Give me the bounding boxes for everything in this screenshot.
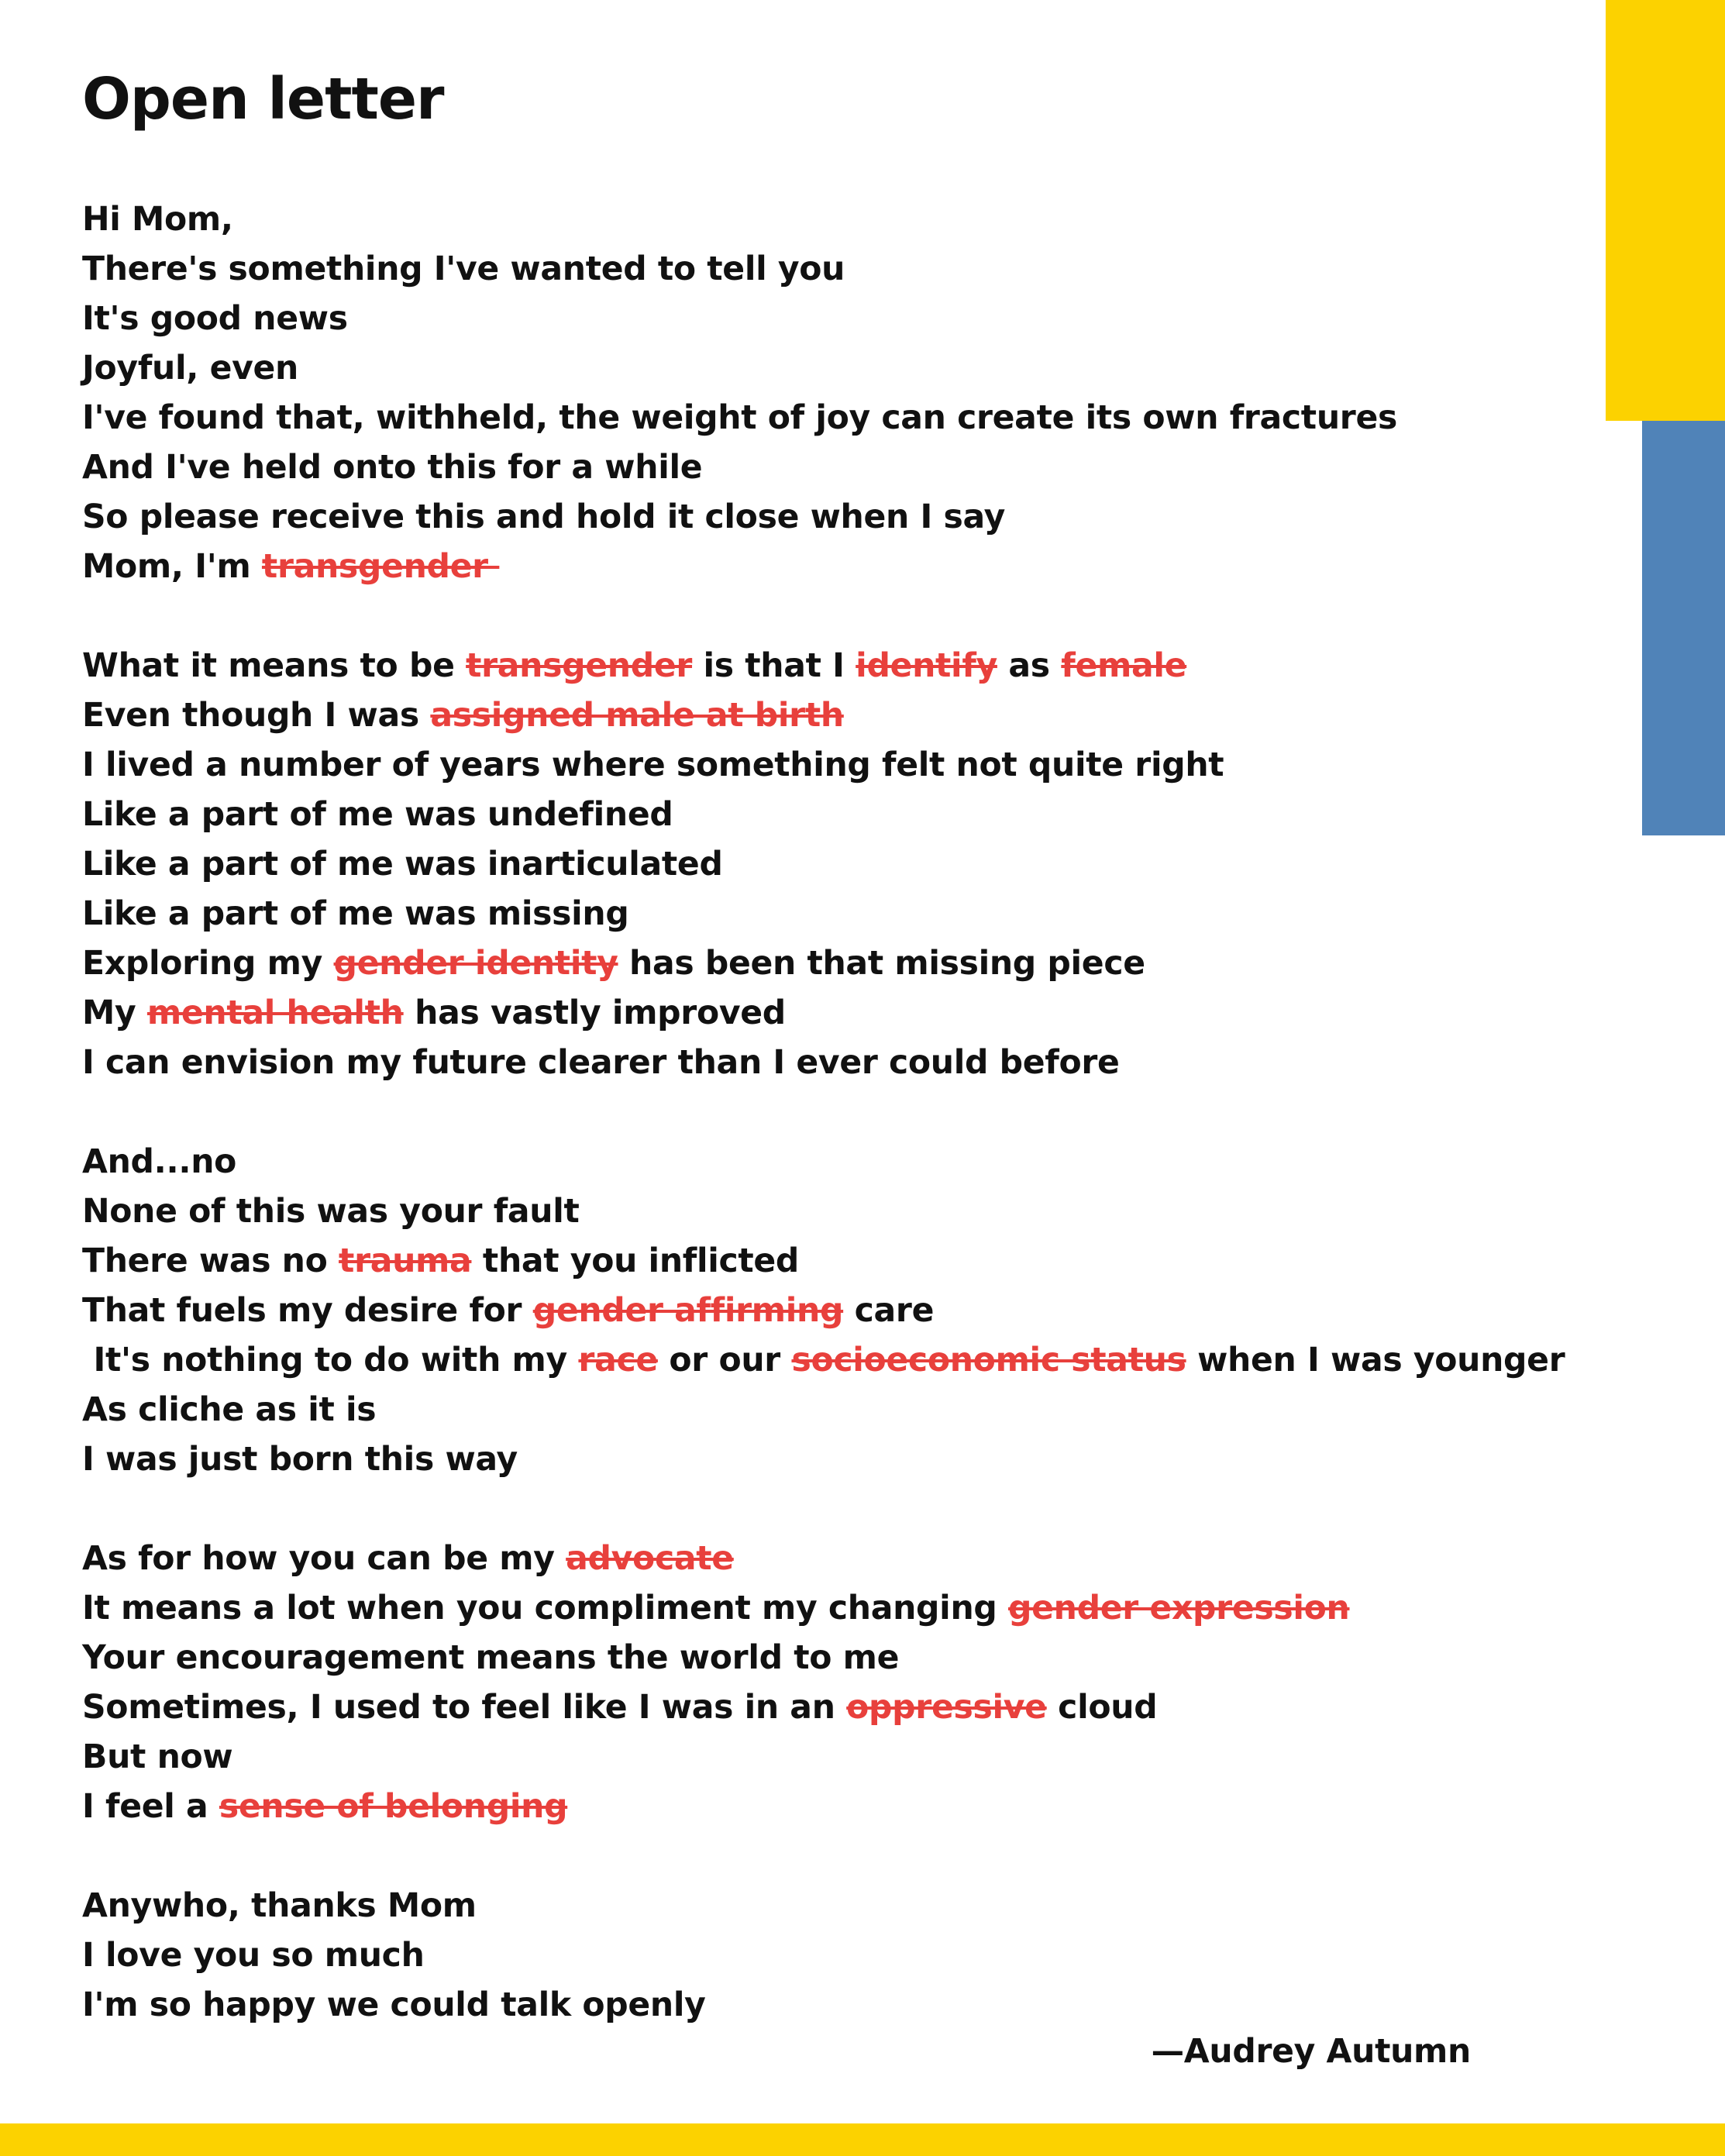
line-text: And...no (82, 1143, 237, 1181)
letter-line (82, 1435, 1524, 1485)
line-text: is that I (692, 647, 856, 685)
line-text: Your encouragement means the world to me (82, 1639, 900, 1677)
struck-term: oppressive (846, 1689, 1047, 1727)
line-text: I've found that, withheld, the weight of joy can create its own fractures (82, 399, 1397, 437)
line-text: But now (82, 1738, 233, 1776)
letter-line (82, 741, 1524, 790)
letter-line (82, 245, 1524, 294)
line-text: Even though I was (82, 697, 431, 735)
stanza (82, 1534, 1524, 1832)
line-text: As for how you can be my (82, 1540, 566, 1578)
letter-line (82, 1733, 1524, 1782)
letter-line (82, 1286, 1524, 1336)
line-text: Like a part of me was inarticulated (82, 846, 723, 883)
stanza (82, 642, 1524, 1088)
letter-line (82, 1981, 1524, 2030)
struck-term: identify (856, 647, 997, 685)
line-text: I love you so much (82, 1937, 425, 1975)
signature: —Audrey Autumn (1151, 2033, 1471, 2071)
struck-term: transgender (261, 548, 500, 586)
line-text: has vastly improved (403, 994, 786, 1032)
line-text: It's nothing to do with my (82, 1341, 579, 1379)
letter-line (82, 1138, 1524, 1187)
line-text: when I was younger (1186, 1341, 1565, 1379)
line-text: Like a part of me was missing (82, 895, 629, 933)
letter-line (82, 939, 1524, 989)
letter-line (82, 890, 1524, 939)
letter-line (82, 1683, 1524, 1733)
struck-term: socioeconomic status (791, 1341, 1186, 1379)
page-title: Open letter (82, 66, 444, 133)
line-text: I feel a (82, 1788, 219, 1826)
letter-line (82, 294, 1524, 344)
line-text: Exploring my (82, 945, 334, 983)
line-text: There was no (82, 1242, 339, 1280)
letter-line (82, 1634, 1524, 1683)
letter-line (82, 493, 1524, 542)
letter-body (82, 195, 1565, 2080)
line-text: Joyful, even (82, 350, 298, 387)
letter-line (82, 344, 1524, 394)
line-text: My (82, 994, 147, 1032)
line-text: cloud (1046, 1689, 1158, 1727)
struck-term: sense of belonging (219, 1788, 568, 1826)
line-text: that you inflicted (471, 1242, 800, 1280)
struck-term: gender affirming (532, 1292, 844, 1330)
struck-term: assigned male at birth (430, 697, 844, 735)
struck-term: race (578, 1341, 658, 1379)
line-text: What it means to be (82, 647, 467, 685)
struck-term: advocate (566, 1540, 734, 1578)
line-text: Hi Mom, (82, 201, 233, 239)
struck-term: transgender (466, 647, 693, 685)
stanza (82, 195, 1524, 592)
letter-line (82, 691, 1524, 741)
line-text: As cliche as it is (82, 1391, 377, 1429)
line-text: That fuels my desire for (82, 1292, 533, 1330)
line-text: I can envision my future clearer than I ever could before (82, 1044, 1120, 1082)
letter-line (82, 642, 1524, 691)
line-text: as (997, 647, 1062, 685)
letter-line (82, 394, 1524, 443)
stanza (82, 1882, 1524, 2030)
line-text: care (843, 1292, 935, 1330)
yellow-accent-block (1606, 0, 1725, 421)
letter-line (82, 542, 1524, 592)
line-text: I'm so happy we could talk openly (82, 1986, 706, 2024)
line-text: There's something I've wanted to tell you (82, 250, 845, 288)
letter-line (82, 1584, 1524, 1634)
line-text: has been that missing piece (618, 945, 1145, 983)
struck-term: trauma (339, 1242, 472, 1280)
blue-accent-block (1642, 421, 1725, 835)
line-text: I was just born this way (82, 1441, 518, 1479)
letter-line (82, 1237, 1524, 1286)
stanza (82, 1138, 1565, 1485)
letter-line (82, 195, 1524, 245)
letter-line (82, 1782, 1524, 1832)
struck-term: gender identity (333, 945, 618, 983)
line-text: Sometimes, I used to feel like I was in an (82, 1689, 847, 1727)
letter-line (82, 443, 1524, 493)
line-text: or our (657, 1341, 792, 1379)
letter-line (82, 1386, 1524, 1435)
line-text: So please receive this and hold it close when I say (82, 498, 1005, 536)
line-text: Anywho, thanks Mom (82, 1887, 477, 1925)
struck-term: gender expression (1008, 1589, 1350, 1627)
line-text: And I've held onto this for a while (82, 449, 703, 487)
yellow-footer-bar (0, 2123, 1725, 2156)
line-text: Like a part of me was undefined (82, 796, 673, 834)
line-text: Mom, I'm (82, 548, 262, 586)
letter-line (82, 1534, 1524, 1584)
line-text: It means a lot when you compliment my changing (82, 1589, 1009, 1627)
struck-term: mental health (146, 994, 404, 1032)
letter-line (82, 840, 1524, 890)
line-text: None of this was your fault (82, 1193, 580, 1231)
letter-line (82, 790, 1524, 840)
line-text: It's good news (82, 300, 348, 338)
letter-line (82, 1882, 1524, 1931)
letter-line (82, 989, 1524, 1038)
letter-line (82, 1336, 1565, 1386)
line-text: I lived a number of years where something felt not quite right (82, 746, 1224, 784)
letter-line (82, 1187, 1524, 1237)
letter-line (82, 1931, 1524, 1981)
letter-line (82, 1038, 1524, 1088)
struck-term: female (1061, 647, 1187, 685)
